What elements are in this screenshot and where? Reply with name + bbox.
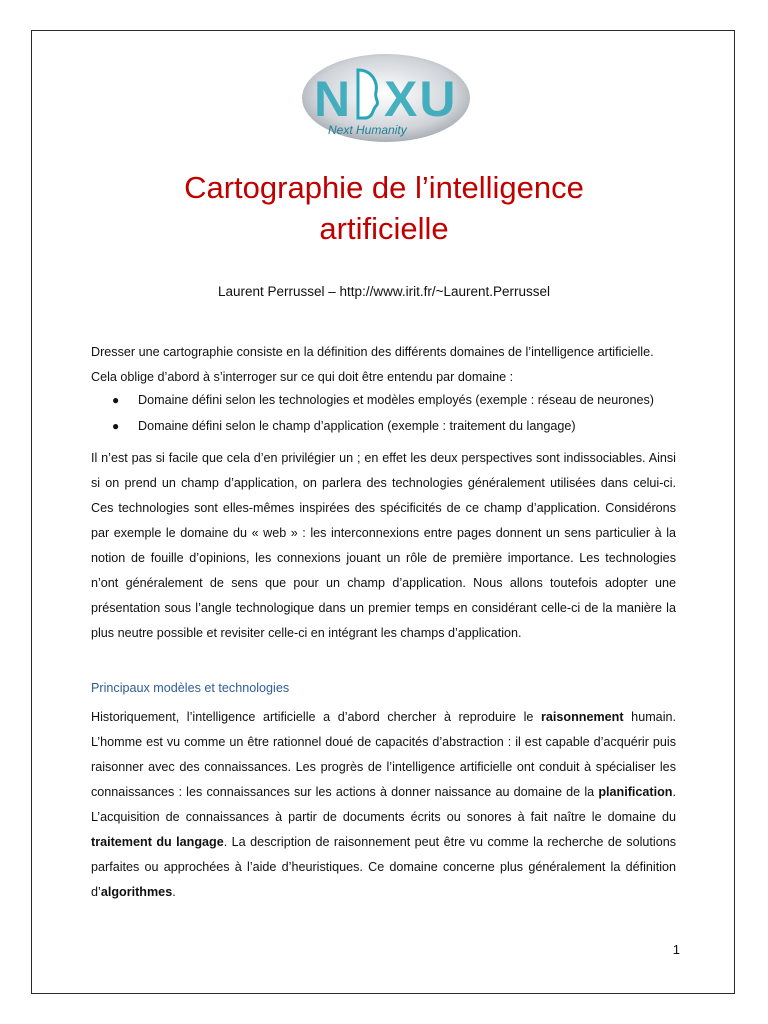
paragraph-history <box>91 705 676 905</box>
paragraph-perspectives: Il n’est pas si facile que cela d’en privilégier un ; en effet les deux perspectives sont indissociables. Ainsi si on prend un champ d’application, on parlera des technologies généralement utilisées dans celui-ci. Ces technologies sont elles-mêmes inspirées des spécificités de ce champ d’application. Considérons par exemple le domaine du « web » : les interconnexions entre pages donnent un sens particulier à la notion de fouille d’opinions, les connexions jouant un rôle de première importance. Les technologies n’ont généralement de sens que pour un champ d’application. Nous allons toutefois adopter une présentation sous l’angle technologique dans un premier temps en considérant celle-ci de la manière la plus neutre possible et revisiter celle-ci en intégrant les champs d’application. <box>91 451 676 640</box>
svg-text:Next Humanity: Next Humanity <box>328 123 407 137</box>
paragraph-text: . La description de raisonnement peut être vu comme la recherche de solutions parfaites ou approchées à l’aide d’heuristiques. Ce domaine concerne plus généralement la définition d’ <box>91 835 676 899</box>
page-number: 1 <box>672 942 680 957</box>
intro-paragraph: Dresser une cartographie consiste en la définition des différents domaines de l’intelligence artificielle. Cela oblige d’abord à s’interroger sur ce qui doit être entendu par domaine : <box>91 345 654 384</box>
paragraph-text: . L’acquisition de connaissances à partir de documents écrits ou sonores à fait naître le domaine du <box>91 785 676 824</box>
bullet-icon: ● <box>112 419 120 433</box>
title-line-2: artificielle <box>319 211 449 246</box>
svg-text:XU: XU <box>384 71 458 127</box>
list-item <box>91 413 676 439</box>
list-item-text: Domaine défini selon le champ d’application (exemple : traitement du langage) <box>138 419 576 433</box>
bold-term-algorithmes: algorithmes <box>100 885 173 899</box>
bullet-list <box>91 387 676 439</box>
list-item-text: Domaine défini selon les technologies et modèles employés (exemple : réseau de neurones) <box>138 393 654 407</box>
section-heading: Principaux modèles et technologies <box>91 681 290 695</box>
title-line-1: Cartographie de l’intelligence <box>184 170 584 205</box>
svg-text:N: N <box>314 71 355 127</box>
bullet-icon: ● <box>112 393 120 407</box>
author-line: Laurent Perrussel – http://www.irit.fr/~Laurent.Perrussel <box>217 284 551 299</box>
paragraph-text: Historiquement, l’intelligence artificielle a d’abord chercher à reproduire le <box>91 710 541 724</box>
paragraph-text: . <box>172 885 176 899</box>
bold-term-raisonnement: raisonnement <box>540 710 624 724</box>
nxu-logo <box>300 52 472 144</box>
paragraph-text: humain. L’homme est vu comme un être rationnel doué de capacités d’abstraction : il est capable d’acquérir puis raisonner avec des connaissances. Les progrès de l’intelligence artificielle ont conduit à spécialiser les connaissances : les connaissances sur les actions à donner naissance au domaine de la <box>91 710 676 799</box>
bold-term-planification: planification <box>598 785 673 799</box>
list-item <box>91 387 676 413</box>
document-title <box>60 167 708 249</box>
bold-term-traitement-du-langage: traitement du langage <box>91 835 224 849</box>
